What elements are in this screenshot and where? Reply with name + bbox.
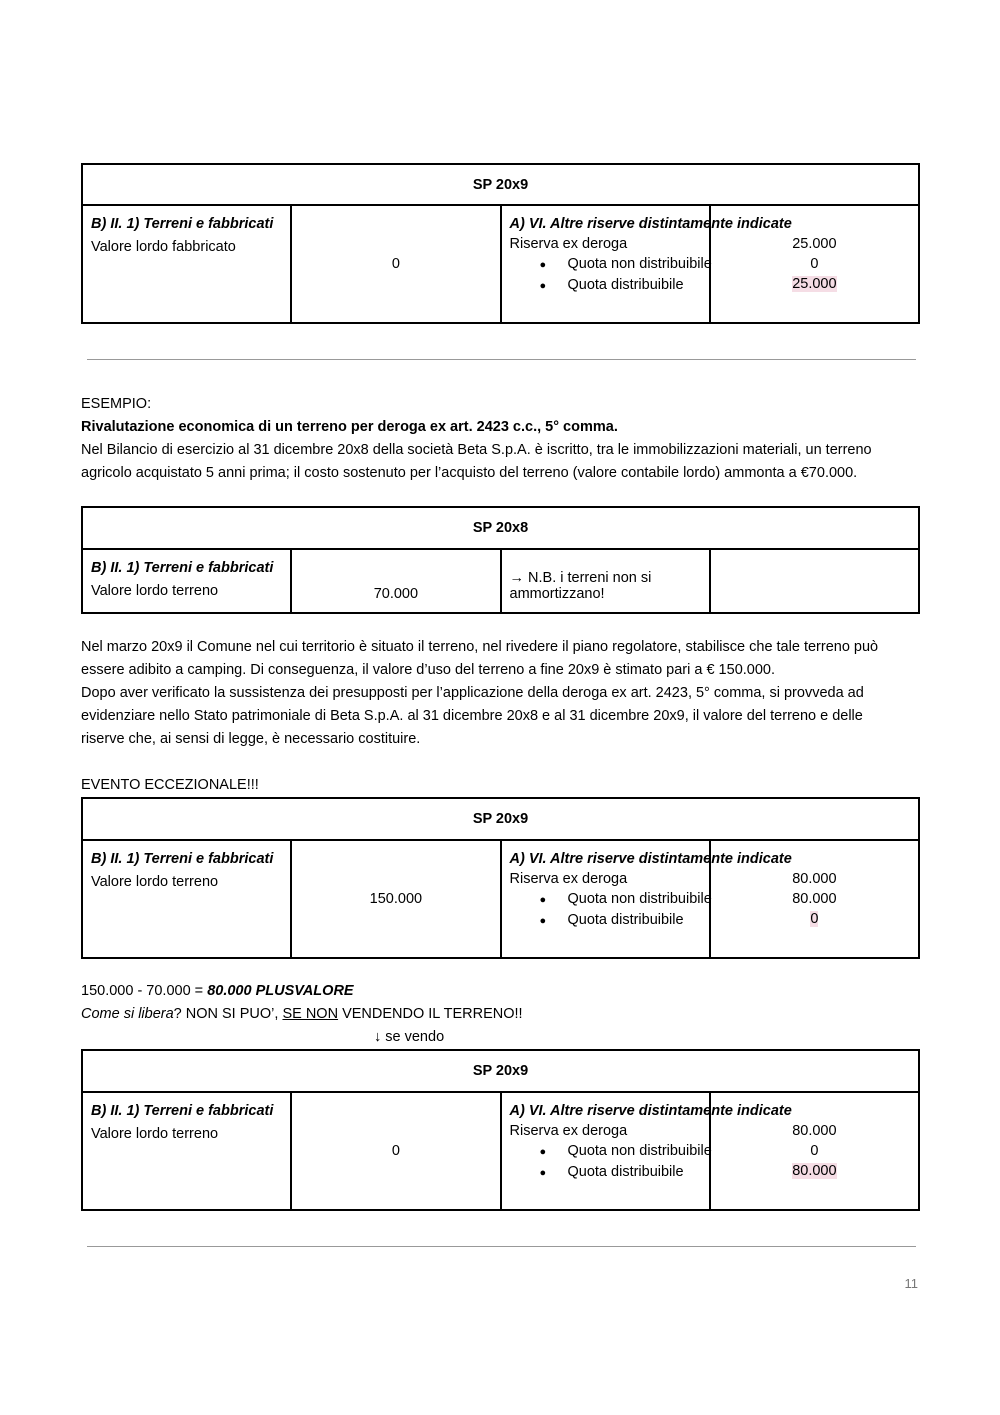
table-title: SP 20x8 bbox=[82, 507, 919, 549]
empty-cell bbox=[710, 549, 919, 613]
non-distributable-label: ● Quota non distribuibile bbox=[510, 889, 701, 910]
reserve-value: 80.000 bbox=[792, 871, 837, 887]
example-title: Rivalutazione economica di un terreno per deroga ex art. 2423 c.c., 5° comma. bbox=[81, 419, 618, 435]
balance-sheet-table-20x8 bbox=[81, 506, 920, 614]
reserve-value: 25.000 bbox=[792, 236, 837, 252]
table-title: SP 20x9 bbox=[82, 1050, 919, 1092]
reserve-heading: A) VI. Altre riserve distintamente indicate bbox=[509, 216, 792, 232]
horizontal-rule bbox=[87, 1246, 916, 1247]
page-number: 11 bbox=[904, 1276, 918, 1291]
table-title: SP 20x9 bbox=[82, 164, 919, 205]
event-label: EVENTO ECCEZIONALE!!! bbox=[81, 777, 259, 793]
reserve-label: Riserva ex deroga bbox=[509, 871, 628, 887]
paragraph-line: Nel marzo 20x9 il Comune nel cui territorio è situato il terreno, nel rivedere il piano regolatore, stabilisce che tale terreno può bbox=[81, 639, 879, 655]
distributable-label: ● Quota distribuibile bbox=[510, 275, 701, 296]
distributable-value: 80.000 bbox=[792, 1163, 837, 1179]
non-distributable-label: ● Quota non distribuibile bbox=[510, 254, 701, 275]
asset-cell bbox=[82, 549, 291, 613]
non-distributable-value: 0 bbox=[810, 256, 819, 272]
calculation-block bbox=[81, 980, 921, 1049]
table-title: SP 20x9 bbox=[82, 798, 919, 840]
distributable-label: ● Quota distribuibile bbox=[510, 1162, 701, 1183]
sell-note: ↓ se vendo bbox=[374, 1029, 445, 1045]
asset-cell bbox=[82, 205, 291, 323]
paragraph-line: riserve che, ai sensi di legge, è necessario costituire. bbox=[81, 731, 421, 747]
asset-cell bbox=[82, 1092, 291, 1210]
example-block bbox=[81, 393, 921, 485]
asset-heading: B) II. 1) Terreni e fabbricati bbox=[91, 560, 274, 576]
balance-sheet-table-20x9-land bbox=[81, 797, 920, 959]
balance-sheet-table-20x9-building bbox=[81, 163, 920, 324]
reserve-cell bbox=[501, 205, 792, 323]
reserve-heading: A) VI. Altre riserve distintamente indicate bbox=[509, 1103, 792, 1119]
reserve-cell bbox=[501, 840, 792, 958]
example-paragraph-line: Nel Bilancio di esercizio al 31 dicembre 20x8 della società Beta S.p.A. è iscritto, tra le immobilizzazioni materiali, un terreno bbox=[81, 442, 872, 458]
paragraph-line: essere adibito a camping. Di conseguenza, il valore d’uso del terreno a fine 20x9 è stimato pari a € 150.000. bbox=[81, 662, 776, 678]
asset-heading: B) II. 1) Terreni e fabbricati bbox=[91, 851, 274, 867]
example-paragraph-line: agricolo acquistato 5 anni prima; il costo sostenuto per l’acquisto del terreno (valore contabile lordo) ammonta a €70.000. bbox=[81, 465, 858, 481]
reserve-heading: A) VI. Altre riserve distintamente indicate bbox=[509, 851, 792, 867]
paragraph-line: evidenziare nello Stato patrimoniale di Beta S.p.A. al 31 dicembre 20x8 e al 31 dicembre 20x9, il valore del terreno e delle bbox=[81, 708, 863, 724]
asset-value: 70.000 bbox=[291, 549, 500, 613]
balance-sheet-table-20x9-sold bbox=[81, 1049, 920, 1211]
asset-label: Valore lordo terreno bbox=[91, 583, 219, 599]
example-label: ESEMPIO: bbox=[81, 396, 152, 412]
question-text: Come si libera bbox=[81, 1006, 174, 1022]
asset-label: Valore lordo terreno bbox=[91, 1126, 219, 1142]
reserve-label: Riserva ex deroga bbox=[509, 1123, 628, 1139]
calculation-line bbox=[81, 980, 921, 1003]
question-line bbox=[81, 1003, 921, 1026]
paragraph-line: Dopo aver verificato la sussistenza dei presupposti per l’applicazione della deroga ex art. 2423, 5° comma, si provveda ad bbox=[81, 685, 864, 701]
distributable-value: 25.000 bbox=[792, 276, 837, 292]
answer-post: VENDENDO IL TERRENO!! bbox=[338, 1006, 523, 1022]
calculation-formula: 150.000 - 70.000 = bbox=[81, 983, 208, 999]
reserve-cell bbox=[501, 1092, 792, 1210]
asset-value: 0 bbox=[291, 1092, 500, 1210]
answer-pre: ? NON SI PUO’, bbox=[173, 1006, 283, 1022]
distributable-value: 0 bbox=[810, 911, 819, 927]
distributable-label: ● Quota distribuibile bbox=[510, 910, 701, 931]
horizontal-rule bbox=[87, 359, 916, 360]
calculation-result: 80.000 PLUSVALORE bbox=[207, 983, 354, 999]
asset-cell bbox=[82, 840, 291, 958]
asset-heading: B) II. 1) Terreni e fabbricati bbox=[91, 216, 274, 232]
reserve-value: 80.000 bbox=[792, 1123, 837, 1139]
non-distributable-label: ● Quota non distribuibile bbox=[510, 1141, 701, 1162]
answer-underlined: SE NON bbox=[282, 1006, 339, 1022]
asset-label: Valore lordo fabbricato bbox=[91, 239, 236, 255]
asset-heading: B) II. 1) Terreni e fabbricati bbox=[91, 1103, 274, 1119]
asset-value: 0 bbox=[291, 205, 500, 323]
asset-value: 150.000 bbox=[291, 840, 500, 958]
asset-label: Valore lordo terreno bbox=[91, 874, 219, 890]
problem-paragraph bbox=[81, 636, 921, 751]
non-distributable-value: 80.000 bbox=[792, 891, 837, 907]
reserve-label: Riserva ex deroga bbox=[509, 236, 628, 252]
non-distributable-value: 0 bbox=[810, 1143, 819, 1159]
depreciation-note: → N.B. i terreni non si ammortizzano! bbox=[501, 549, 710, 613]
